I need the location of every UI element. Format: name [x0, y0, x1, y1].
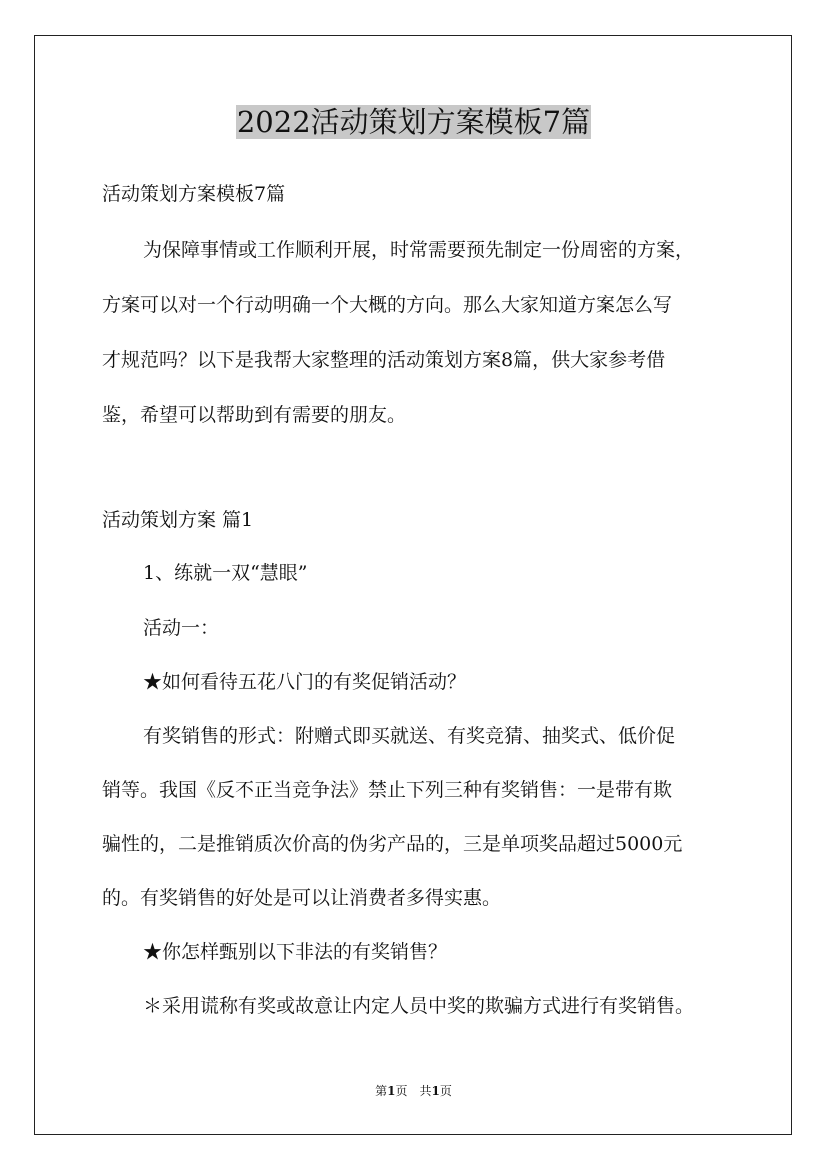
section-heading: 活动策划方案 篇1: [102, 509, 254, 531]
intro-line-4: 鉴，希望可以帮助到有需要的朋友。: [102, 404, 407, 426]
bullet-1: ＊采用谎称有奖或故意让内定人员中奖的欺骗方式进行有奖销售。: [143, 995, 695, 1017]
body-line-2: 销等。我国《反不正当竞争法》禁止下列三种有奖销售：一是带有欺: [102, 779, 673, 801]
document-title-text: 2022活动策划方案模板7篇: [236, 105, 591, 139]
footer-page-number: 1: [387, 1084, 396, 1098]
body-line-3: 骗性的，二是推销质次价高的伪劣产品的，三是单项奖品超过5000元: [102, 833, 683, 855]
footer-page-suffix: 页: [439, 1084, 452, 1098]
body-line-1: 有奖销售的形式：附赠式即买就送、有奖竞猜、抽奖式、低价促: [143, 725, 676, 747]
footer-page-prefix: 第: [375, 1084, 388, 1098]
footer-page-mid: 页 共: [395, 1084, 432, 1098]
intro-line-1: 为保障事情或工作顺利开展，时常需要预先制定一份周密的方案，: [143, 239, 695, 261]
intro-line-3: 才规范吗？以下是我帮大家整理的活动策划方案8篇，供大家参考借: [102, 349, 666, 371]
body-line-4: 的。有奖销售的好处是可以让消费者多得实惠。: [102, 887, 502, 909]
question-1: ★如何看待五花八门的有奖促销活动？: [143, 671, 467, 693]
question-2: ★你怎样甄别以下非法的有奖销售？: [143, 941, 448, 963]
document-title: [0, 100, 827, 144]
page-footer: [0, 1082, 827, 1100]
footer-page-total: 1: [431, 1084, 440, 1098]
intro-line-2: 方案可以对一个行动明确一个大概的方向。那么大家知道方案怎么写: [102, 294, 673, 316]
activity-label: 活动一：: [143, 617, 220, 639]
item-heading: 1、练就一双“慧眼”: [143, 562, 308, 584]
document-subtitle: 活动策划方案模板7篇: [102, 183, 286, 205]
